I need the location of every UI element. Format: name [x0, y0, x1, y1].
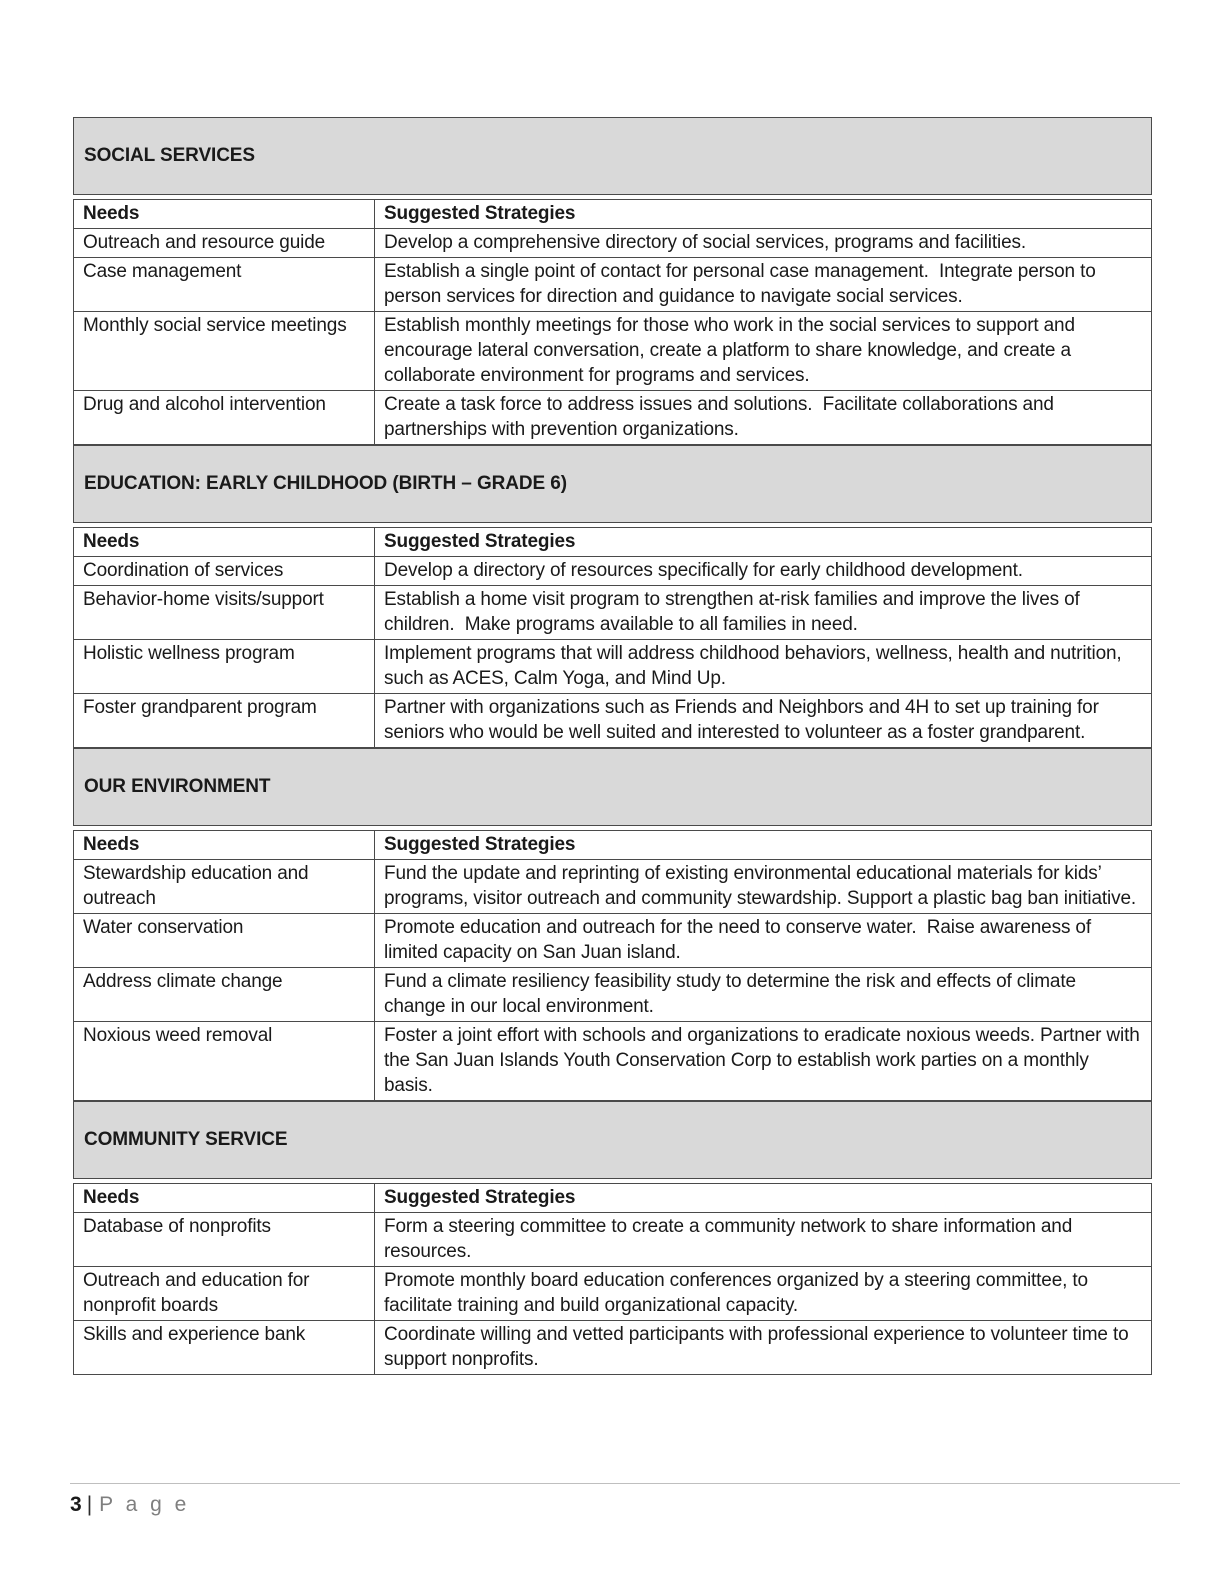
section-title-band: [73, 445, 1152, 523]
strategies-column-header: Suggested Strategies: [375, 1184, 1152, 1213]
strategy-cell: Fund the update and reprinting of existing environmental educational materials for kids’ programs, visitor outreach and community stewardship. Support a plastic bag ban initiative.: [375, 860, 1152, 914]
table-row: [74, 914, 1152, 968]
need-cell: Behavior-home visits/support: [74, 586, 375, 640]
need-cell: Database of nonprofits: [74, 1213, 375, 1267]
need-cell: Water conservation: [74, 914, 375, 968]
need-cell: Case management: [74, 258, 375, 312]
section-title-band: [73, 748, 1152, 826]
needs-column-header: Needs: [74, 1184, 375, 1213]
section-social-services: [73, 117, 1152, 445]
section-title: EDUCATION: EARLY CHILDHOOD (BIRTH – GRADE 6): [84, 473, 567, 494]
strategy-cell: Develop a comprehensive directory of social services, programs and facilities.: [375, 229, 1152, 258]
table-row: [74, 1022, 1152, 1101]
table-header-row: [74, 1184, 1152, 1213]
table-row: [74, 640, 1152, 694]
strategy-cell: Form a steering committee to create a community network to share information and resources.: [375, 1213, 1152, 1267]
need-cell: Coordination of services: [74, 557, 375, 586]
need-cell: Skills and experience bank: [74, 1321, 375, 1375]
strategy-cell: Coordinate willing and vetted participants with professional experience to volunteer time to support nonprofits.: [375, 1321, 1152, 1375]
needs-column-header: Needs: [74, 528, 375, 557]
section-title: COMMUNITY SERVICE: [84, 1129, 288, 1150]
section-title-band: [73, 1101, 1152, 1179]
need-cell: Monthly social service meetings: [74, 312, 375, 391]
table-header-row: [74, 528, 1152, 557]
need-cell: Outreach and education for nonprofit boards: [74, 1267, 375, 1321]
table-header-row: [74, 831, 1152, 860]
strategy-cell: Partner with organizations such as Friends and Neighbors and 4H to set up training for seniors who would be well suited and interested to volunteer as a foster grandparent.: [375, 694, 1152, 748]
document-body: [73, 117, 1152, 1375]
footer-page-label: P a g e: [99, 1493, 190, 1516]
table-row: [74, 258, 1152, 312]
page-number: 3: [70, 1493, 82, 1516]
needs-strategies-table: [73, 1183, 1152, 1375]
table-row: [74, 1213, 1152, 1267]
section-title: SOCIAL SERVICES: [84, 145, 255, 166]
needs-column-header: Needs: [74, 831, 375, 860]
strategy-cell: Create a task force to address issues and solutions. Facilitate collaborations and partnerships with prevention organizations.: [375, 391, 1152, 445]
needs-strategies-table: [73, 199, 1152, 445]
need-cell: Noxious weed removal: [74, 1022, 375, 1101]
section-education-early-childhood: [73, 445, 1152, 748]
section-our-environment: [73, 748, 1152, 1101]
section-community-service: [73, 1101, 1152, 1375]
need-cell: Foster grandparent program: [74, 694, 375, 748]
need-cell: Stewardship education and outreach: [74, 860, 375, 914]
need-cell: Address climate change: [74, 968, 375, 1022]
needs-column-header: Needs: [74, 200, 375, 229]
table-row: [74, 1267, 1152, 1321]
strategy-cell: Fund a climate resiliency feasibility study to determine the risk and effects of climate change in our local environment.: [375, 968, 1152, 1022]
footer-separator: |: [86, 1493, 93, 1516]
strategy-cell: Foster a joint effort with schools and organizations to eradicate noxious weeds. Partner with the San Juan Islands Youth Conservation Corp to establish work parties on a monthly basis.: [375, 1022, 1152, 1101]
strategy-cell: Promote monthly board education conferences organized by a steering committee, to facilitate training and build organizational capacity.: [375, 1267, 1152, 1321]
table-row: [74, 229, 1152, 258]
strategy-cell: Establish a single point of contact for personal case management. Integrate person to person services for direction and guidance to navigate social services.: [375, 258, 1152, 312]
section-title: OUR ENVIRONMENT: [84, 776, 271, 797]
table-header-row: [74, 200, 1152, 229]
need-cell: Holistic wellness program: [74, 640, 375, 694]
table-row: [74, 557, 1152, 586]
table-row: [74, 391, 1152, 445]
strategy-cell: Establish a home visit program to strengthen at-risk families and improve the lives of children. Make programs available to all families in need.: [375, 586, 1152, 640]
strategy-cell: Implement programs that will address childhood behaviors, wellness, health and nutrition, such as ACES, Calm Yoga, and Mind Up.: [375, 640, 1152, 694]
table-row: [74, 586, 1152, 640]
strategies-column-header: Suggested Strategies: [375, 200, 1152, 229]
table-row: [74, 694, 1152, 748]
needs-strategies-table: [73, 830, 1152, 1101]
table-row: [74, 968, 1152, 1022]
table-row: [74, 1321, 1152, 1375]
need-cell: Outreach and resource guide: [74, 229, 375, 258]
section-title-band: [73, 117, 1152, 195]
table-row: [74, 860, 1152, 914]
need-cell: Drug and alcohol intervention: [74, 391, 375, 445]
needs-strategies-table: [73, 527, 1152, 748]
strategy-cell: Establish monthly meetings for those who work in the social services to support and encourage lateral conversation, create a platform to share knowledge, and create a collaborate environment for programs and services.: [375, 312, 1152, 391]
strategy-cell: Promote education and outreach for the need to conserve water. Raise awareness of limited capacity on San Juan island.: [375, 914, 1152, 968]
strategy-cell: Develop a directory of resources specifically for early childhood development.: [375, 557, 1152, 586]
strategies-column-header: Suggested Strategies: [375, 831, 1152, 860]
table-row: [74, 312, 1152, 391]
page-footer: [70, 1483, 1180, 1517]
strategies-column-header: Suggested Strategies: [375, 528, 1152, 557]
